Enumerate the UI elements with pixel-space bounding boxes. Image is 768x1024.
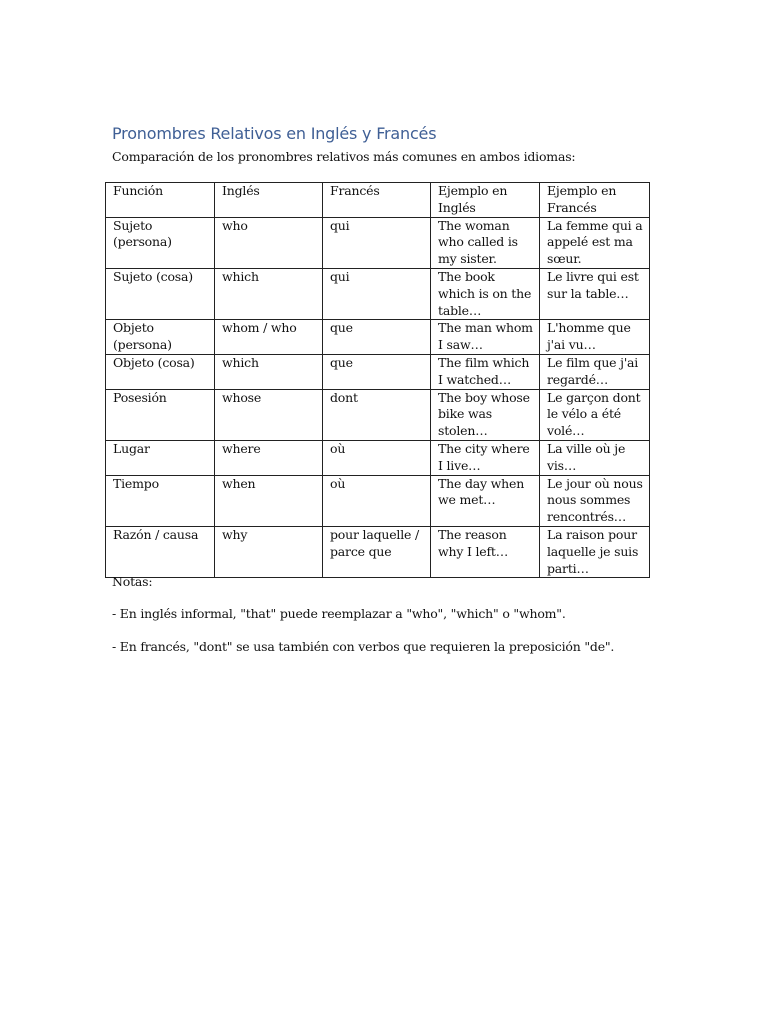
table-cell: when [215, 475, 323, 526]
table-cell: Le garçon dont le vélo a été volé… [540, 389, 650, 440]
table-cell: The book which is on the table… [431, 268, 540, 319]
table-cell: Sujeto (cosa) [106, 268, 215, 319]
note-item: - En francés, "dont" se usa también con verbos que requieren la preposición "de". [112, 639, 615, 654]
table-cell: Objeto (persona) [106, 320, 215, 355]
table-cell: Razón / causa [106, 526, 215, 577]
table-cell: why [215, 526, 323, 577]
table-row [106, 217, 650, 268]
header-cell-funcion: Función [106, 183, 215, 218]
table-cell: dont [323, 389, 431, 440]
table-cell: que [323, 320, 431, 355]
table-cell: L'homme que j'ai vu… [540, 320, 650, 355]
table-cell: La femme qui a appelé est ma sœur. [540, 217, 650, 268]
table-row [106, 475, 650, 526]
table-cell: The city where I live… [431, 440, 540, 475]
table-cell: Objeto (cosa) [106, 354, 215, 389]
document-title: Pronombres Relativos en Inglés y Francés [112, 124, 437, 143]
note-item: - En inglés informal, "that" puede reemplazar a "who", "which" o "whom". [112, 606, 566, 621]
header-cell-ingles: Inglés [215, 183, 323, 218]
table-cell: qui [323, 217, 431, 268]
table-cell: The boy whose bike was stolen… [431, 389, 540, 440]
table-cell: que [323, 354, 431, 389]
table-cell: qui [323, 268, 431, 319]
table-cell: whose [215, 389, 323, 440]
table-cell: Posesión [106, 389, 215, 440]
table-cell: La raison pour laquelle je suis parti… [540, 526, 650, 577]
table-cell: Le livre qui est sur la table… [540, 268, 650, 319]
table-cell: où [323, 475, 431, 526]
table-row [106, 354, 650, 389]
pronouns-table [105, 182, 650, 578]
table-cell: Le jour où nous nous sommes rencontrés… [540, 475, 650, 526]
table-cell: Lugar [106, 440, 215, 475]
table-cell: The reason why I left… [431, 526, 540, 577]
table-cell: The day when we met… [431, 475, 540, 526]
table-cell: The film which I watched… [431, 354, 540, 389]
table-row [106, 268, 650, 319]
table-row [106, 389, 650, 440]
table-row [106, 526, 650, 577]
table-row [106, 320, 650, 355]
table-cell: which [215, 268, 323, 319]
table-cell: Le film que j'ai regardé… [540, 354, 650, 389]
table-cell: who [215, 217, 323, 268]
document-subtitle: Comparación de los pronombres relativos más comunes en ambos idiomas: [112, 149, 576, 164]
table-cell: where [215, 440, 323, 475]
table-header-row [106, 183, 650, 218]
table-cell: où [323, 440, 431, 475]
notes-heading: Notas: [112, 574, 153, 589]
header-cell-ejemplo-frances: Ejemplo en Francés [540, 183, 650, 218]
table-cell: pour laquelle / parce que [323, 526, 431, 577]
header-cell-frances: Francés [323, 183, 431, 218]
table-cell: whom / who [215, 320, 323, 355]
table-cell: La ville où je vis… [540, 440, 650, 475]
header-cell-ejemplo-ingles: Ejemplo en Inglés [431, 183, 540, 218]
table-cell: which [215, 354, 323, 389]
table-cell: Sujeto (persona) [106, 217, 215, 268]
table-cell: The man whom I saw… [431, 320, 540, 355]
table-row [106, 440, 650, 475]
table-cell: Tiempo [106, 475, 215, 526]
table-cell: The woman who called is my sister. [431, 217, 540, 268]
